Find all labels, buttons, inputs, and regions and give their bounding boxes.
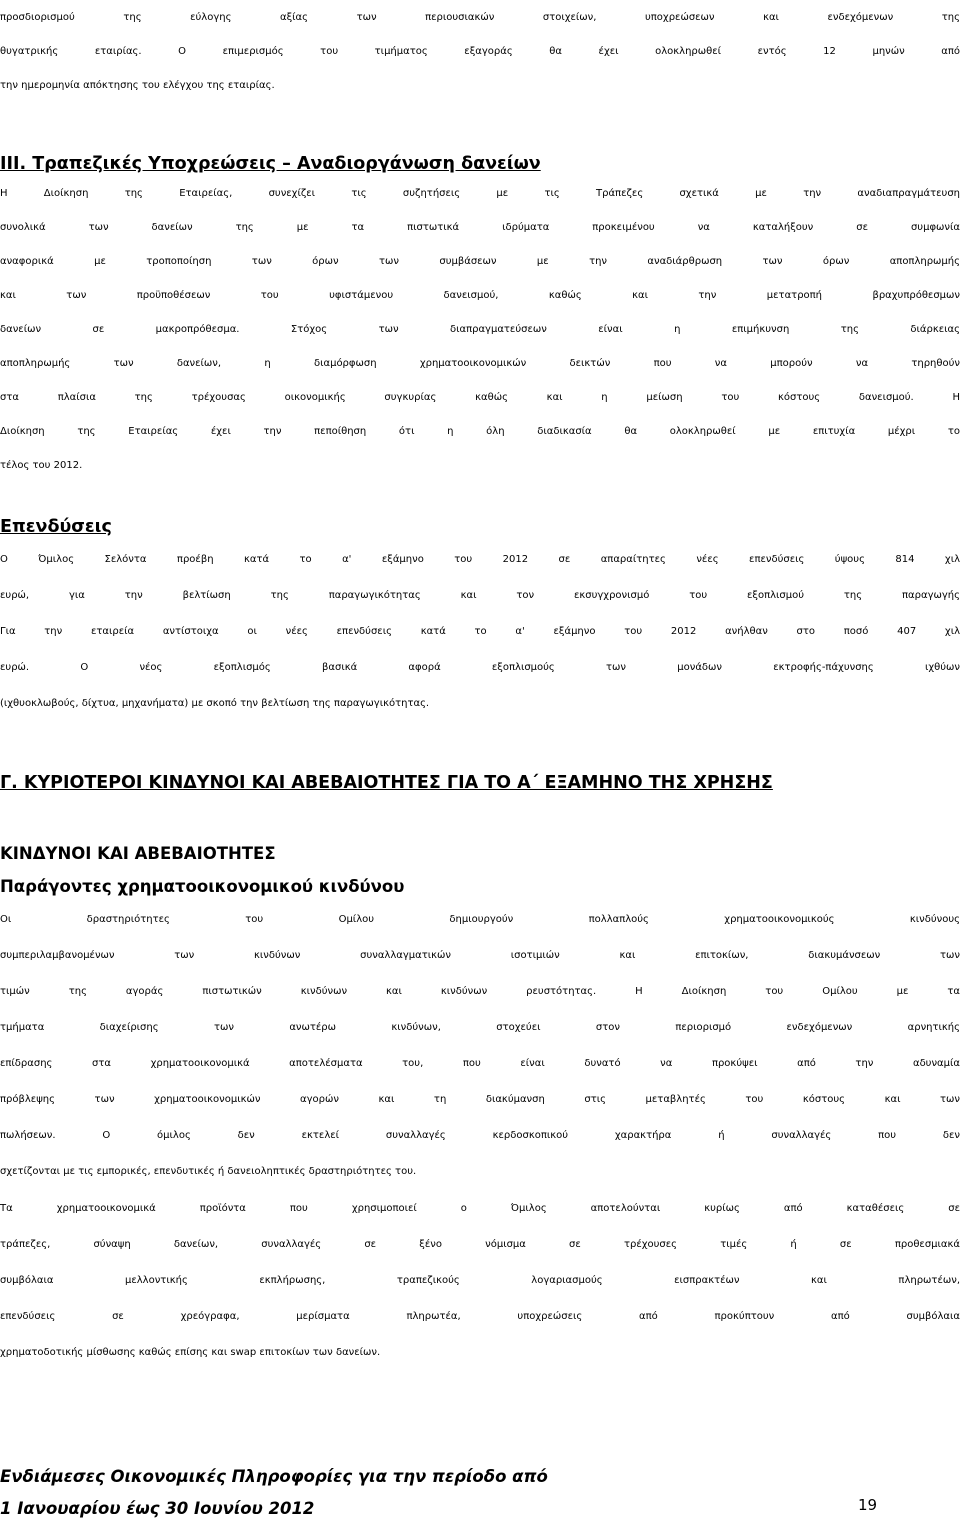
footer-line-2: 1 Ιανουαρίου έως 30 Ιουνίου 2012 [0,1499,315,1518]
risks-paragraph-2 [0,1191,960,1371]
risks-heading: ΚΙΝΔΥΝΟΙ ΚΑΙ ΑΒΕΒΑΙΟΤΗΤΕΣ [0,844,276,863]
text-line: ευρώ. Ο νέος εξοπλισμός βασικά αφορά εξοπλισμούς των μονάδων εκτροφής-πάχυνσης ιχθύων [0,662,960,673]
text-line: στα πλαίσια της τρέχουσας οικονομικής συγκυρίας καθώς και η μείωση του κόστους δανεισμού. Η [0,392,960,403]
page-number: 19 [858,1496,878,1514]
text-line: συνολικά των δανείων της με τα πιστωτικά ιδρύματα προκειμένου να καταλήξουν σε συμφωνία [0,222,960,233]
text-line: επενδύσεις σε χρεόγραφα, μερίσματα πληρωτέα, υποχρεώσεις από προκύπτουν από συμβόλαια [0,1311,960,1322]
risks-paragraph-1 [0,902,960,1190]
text-line: χρηματοδοτικής μίσθωσης καθώς επίσης και swap επιτοκίων των δανείων. [0,1347,381,1358]
text-line: την ημερομηνία απόκτησης του ελέγχου της εταιρίας. [0,80,275,91]
investments-heading: Επενδύσεις [0,517,112,537]
text-line: αναφορικά με τροποποίηση των όρων των συμβάσεων με την αναδιάρθρωση των όρων αποπληρωμής [0,256,960,267]
section-iii-paragraph [0,177,960,483]
section-heading-g: Γ. ΚΥΡΙΟΤΕΡΟΙ ΚΙΝΔΥΝΟΙ ΚΑΙ ΑΒΕΒΑΙΟΤΗΤΕΣ ΓΙΑ ΤΟ Α΄ ΕΞΑΜΗΝΟ ΤΗΣ ΧΡΗΣΗΣ [0,773,773,793]
text-line: Η Διοίκηση της Εταιρείας, συνεχίζει τις συζητήσεις με τις Τράπεζες σχετικά με την αναδιαπραγμάτευση [0,188,960,199]
footer-line-1: Ενδιάμεσες Οικονομικές Πληροφορίες για την περίοδο από [0,1467,548,1486]
text-line: Ο Όμιλος Σελόντα προέβη κατά το α' εξάμηνο του 2012 σε απαραίτητες νέες επενδύσεις ύψους 814 χιλ [0,554,960,565]
text-line: Για την εταιρεία αντίστοιχα οι νέες επενδύσεις κατά το α' εξάμηνο του 2012 ανήλθαν στο ποσό 407 χιλ [0,626,960,637]
text-line: πωλήσεων. Ο όμιλος δεν εκτελεί συναλλαγές κερδοσκοπικού χαρακτήρα ή συναλλαγές που δεν [0,1130,960,1141]
text-line: Οι δραστηριότητες του Ομίλου δημιουργούν πολλαπλούς χρηματοοικονομικούς κινδύνους [0,914,960,925]
text-line: προσδιορισμού της εύλογης αξίας των περιουσιακών στοιχείων, υποχρεώσεων και ενδεχόμενων της [0,12,960,23]
text-line: ευρώ, για την βελτίωση της παραγωγικότητας και τον εκσυγχρονισμό του εξοπλισμού της παραγωγής [0,590,960,601]
text-line: τιμών της αγοράς πιστωτικών κινδύνων και κινδύνων ρευστότητας. Η Διοίκηση του Ομίλου με τα [0,986,960,997]
text-line: τράπεζες, σύναψη δανείων, συναλλαγές σε ξένο νόμισμα σε τρέχουσες τιμές ή σε προθεσμιακά [0,1239,960,1250]
text-line: θυγατρικής εταιρίας. Ο επιμερισμός του τιμήματος εξαγοράς θα έχει ολοκληρωθεί εντός 12 μηνών από [0,46,960,57]
text-line: δανείων σε μακροπρόθεσμα. Στόχος των διαπραγματεύσεων είναι η επιμήκυνση της διάρκειας [0,324,960,335]
text-line: και των προϋποθέσεων του υφιστάμενου δανεισμού, καθώς και την μετατροπή βραχυπρόθεσμων [0,290,960,301]
text-line: (ιχθυοκλωβούς, δίχτυα, μηχανήματα) με σκοπό την βελτίωση της παραγωγικότητας. [0,698,430,709]
section-heading-iii: III. Τραπεζικές Υποχρεώσεις – Αναδιοργάνωση δανείων [0,154,541,174]
text-line: σχετίζονται με τις εμπορικές, επενδυτικές ή δανειοληπτικές δραστηριότητες του. [0,1166,417,1177]
text-line: Διοίκηση της Εταιρείας έχει την πεποίθηση ότι η όλη διαδικασία θα ολοκληρωθεί με επιτυχία μέχρι το [0,426,960,437]
text-line: τέλος του 2012. [0,460,83,471]
text-line: πρόβλεψης των χρηματοοικονομικών αγορών και τη διακύμανση στις μεταβλητές του κόστους και των [0,1094,960,1105]
risks-subheading: Παράγοντες χρηματοοικονομικού κινδύνου [0,877,405,896]
intro-paragraph [0,1,960,103]
text-line: αποπληρωμής των δανείων, η διαμόρφωση χρηματοοικονομικών δεικτών που να μπορούν να τηρηθούν [0,358,960,369]
text-line: συμβόλαια μελλοντικής εκπλήρωσης, τραπεζικούς λογαριασμούς εισπρακτέων και πληρωτέων, [0,1275,960,1286]
text-line: τμήματα διαχείρισης των ανωτέρω κινδύνων, στοχεύει στον περιορισμό ενδεχόμενων αρνητικής [0,1022,960,1033]
investments-paragraph [0,542,960,722]
text-line: Τα χρηματοοικονομικά προϊόντα που χρησιμοποιεί ο Όμιλος αποτελούνται κυρίως από καταθέσεις σε [0,1203,960,1214]
text-line: συμπεριλαμβανομένων των κινδύνων συναλλαγματικών ισοτιμιών και επιτοκίων, διακυμάνσεων των [0,950,960,961]
text-line: επίδρασης στα χρηματοοικονομικά αποτελέσματα του, που είναι δυνατό να προκύψει από την αδυναμία [0,1058,960,1069]
